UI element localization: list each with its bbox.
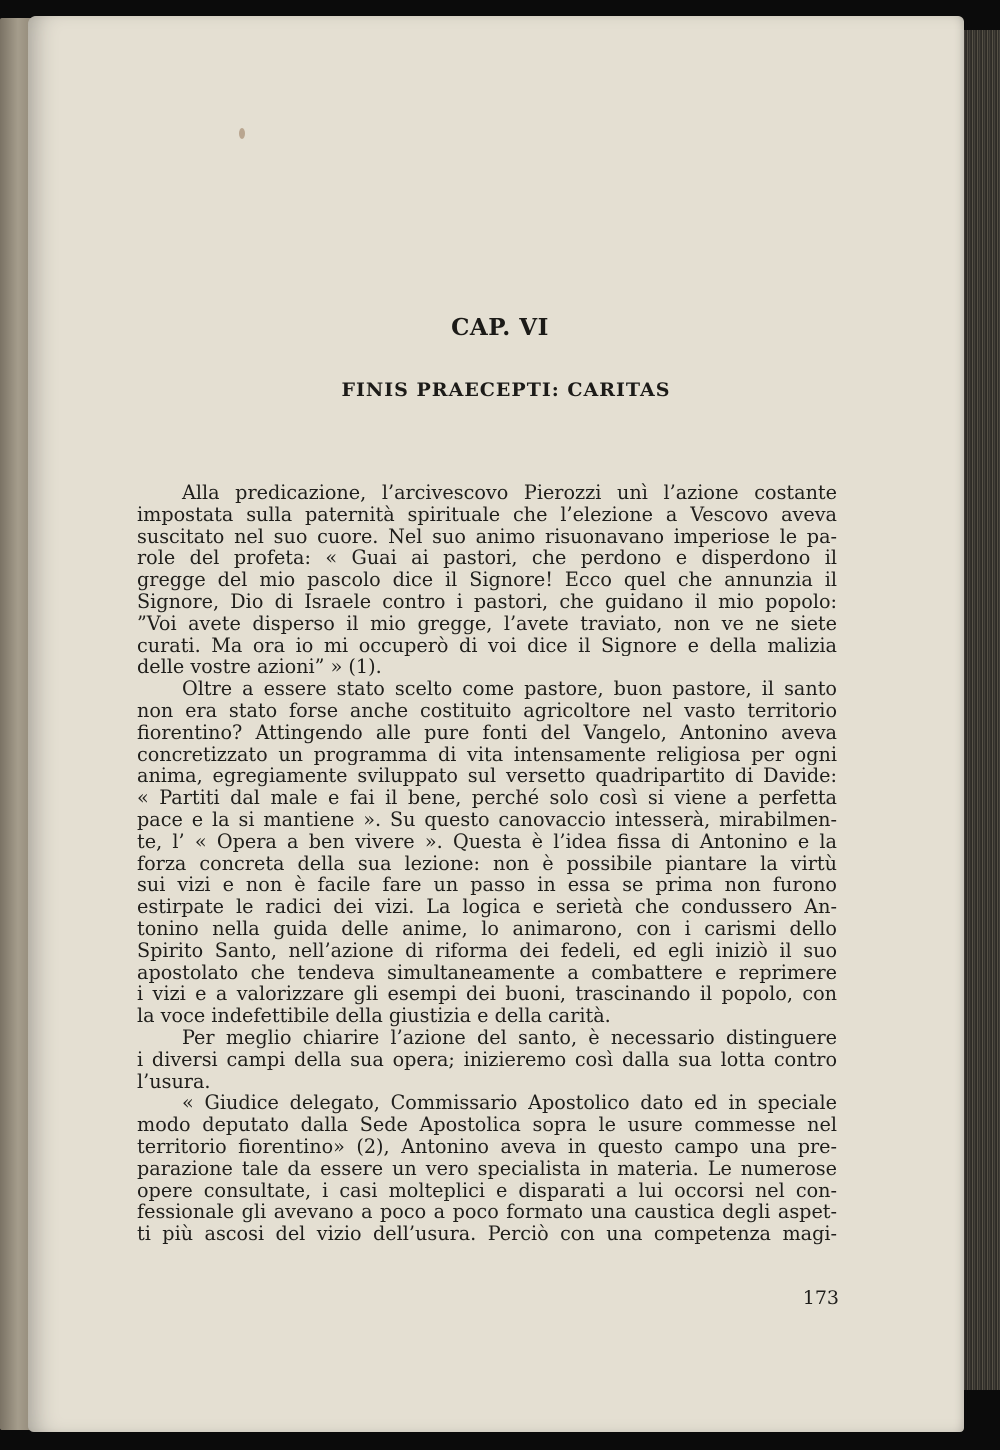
- text-line: non era stato forse anche costituito agricoltore nel vasto territorio: [137, 699, 837, 722]
- text-line: Oltre a essere stato scelto come pastore, buon pastore, il santo: [182, 678, 837, 700]
- text-line: i vizi e a valorizzare gli esempi dei buoni, trascinando il popolo, con: [137, 983, 837, 1006]
- text-line: anima, egregiamente sviluppato sul versetto quadripartito di Davide:: [137, 765, 837, 788]
- page-number: 173: [802, 1287, 839, 1309]
- body-text: [137, 482, 837, 1245]
- chapter-number: CAP. VI: [451, 314, 549, 341]
- text-line: parazione tale da essere un vero specialista in materia. Le numerose: [137, 1157, 837, 1180]
- text-line: « Partiti dal male e fai il bene, perché solo così si viene a perfetta: [137, 787, 837, 809]
- text-line: opere consultate, i casi molteplici e disparati a lui occorsi nel con-: [137, 1179, 837, 1202]
- text-line: tonino nella guida delle anime, lo animarono, con i carismi dello: [137, 917, 837, 940]
- text-line: estirpate le radici dei vizi. La logica e serietà che condussero An-: [137, 896, 837, 918]
- text-line: sui vizi e non è facile fare un passo in essa se prima non furono: [137, 874, 837, 897]
- text-line: te, l’ « Opera a ben vivere ». Questa è l’idea fissa di Antonino e la: [137, 830, 837, 853]
- text-line: gregge del mio pascolo dice il Signore! Ecco quel che annunzia il: [137, 569, 837, 591]
- text-line: apostolato che tendeva simultaneamente a combattere e reprimere: [137, 961, 837, 984]
- text-line: ti più ascosi del vizio dell’usura. Perciò con una competenza magi-: [137, 1223, 837, 1245]
- ink-spot: [239, 128, 245, 139]
- text-line: delle vostre azioni” » (1).: [137, 656, 382, 679]
- text-line: fessionale gli avevano a poco a poco formato una caustica degli aspet-: [137, 1201, 837, 1224]
- page-block-edges: [958, 30, 1000, 1390]
- text-line: curati. Ma ora io mi occuperò di voi dice il Signore e della malizia: [137, 634, 837, 657]
- text-line: « Giudice delegato, Commissario Apostolico dato ed in speciale: [182, 1092, 837, 1115]
- text-line: ”Voi avete disperso il mio gregge, l’avete traviato, non ve ne siete: [137, 612, 837, 635]
- text-line: pace e la si mantiene ». Su questo canovaccio intesserà, mirabilmen-: [137, 808, 837, 831]
- text-line: suscitato nel suo cuore. Nel suo animo risuonavano imperiose le pa-: [137, 525, 837, 548]
- text-line: modo deputato dalla Sede Apostolica sopra le usure commesse nel: [137, 1114, 837, 1136]
- chapter-title: FINIS PRAECEPTI: CARITAS: [341, 379, 671, 401]
- text-line: Alla predicazione, l’arcivescovo Pierozzi unì l’azione costante: [182, 482, 837, 504]
- text-line: Signore, Dio di Israele contro i pastori, che guidano il mio popolo:: [137, 590, 837, 613]
- text-line: Per meglio chiarire l’azione del santo, è necessario distinguere: [182, 1026, 837, 1049]
- text-line: l’usura.: [137, 1070, 211, 1093]
- text-line: forza concreta della sua lezione: non è possibile piantare la virtù: [137, 852, 837, 875]
- text-line: concretizzato un programma di vita intensamente religiosa per ogni: [137, 743, 837, 766]
- text-line: role del profeta: « Guai ai pastori, che perdono e disperdono il: [137, 547, 837, 570]
- text-line: Spirito Santo, nell’azione di riforma dei fedeli, ed egli iniziò il suo: [137, 939, 837, 962]
- text-line: la voce indefettibile della giustizia e della carità.: [137, 1005, 611, 1027]
- text-line: fiorentino? Attingendo alle pure fonti del Vangelo, Antonino aveva: [137, 721, 837, 744]
- text-line: impostata sulla paternità spirituale che l’elezione a Vescovo aveva: [137, 503, 837, 526]
- text-line: territorio fiorentino» (2), Antonino aveva in questo campo una pre-: [137, 1135, 837, 1158]
- text-line: i diversi campi della sua opera; inizieremo così dalla sua lotta contro: [137, 1048, 837, 1071]
